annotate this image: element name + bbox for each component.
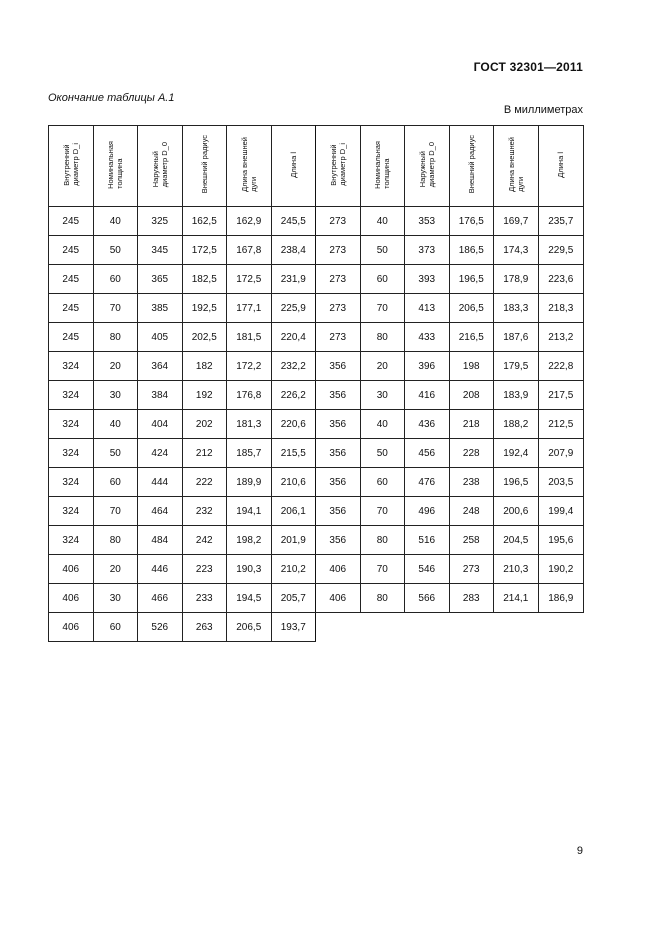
table-row (49, 207, 584, 236)
table-row (49, 613, 584, 642)
table-cell: 364 (138, 352, 183, 381)
table-cell: 176,5 (449, 207, 494, 236)
table-cell: 201,9 (271, 526, 316, 555)
table-cell: 245 (49, 323, 94, 352)
table-cell: 80 (360, 323, 405, 352)
table-cell: 176,8 (227, 381, 272, 410)
column-header (449, 126, 494, 207)
table-cell: 229,5 (538, 236, 584, 265)
column-header (360, 126, 405, 207)
table-cell: 405 (138, 323, 183, 352)
table-cell: 496 (405, 497, 450, 526)
table-cell: 70 (93, 497, 138, 526)
table-cell: 356 (316, 526, 361, 555)
table-cell: 228 (449, 439, 494, 468)
table-cell: 283 (449, 584, 494, 613)
table-cell: 273 (316, 207, 361, 236)
table-cell: 231,9 (271, 265, 316, 294)
table-cell (316, 613, 361, 642)
column-header-label: Длина внешней дуги (239, 137, 258, 192)
table-cell: 30 (360, 381, 405, 410)
table-cell: 50 (360, 236, 405, 265)
table-cell: 205,7 (271, 584, 316, 613)
table-cell: 30 (93, 381, 138, 410)
table-cell: 192,5 (182, 294, 227, 323)
table-cell: 210,3 (494, 555, 539, 584)
table-cell: 186,9 (538, 584, 584, 613)
table-cell: 203,5 (538, 468, 584, 497)
table-row (49, 236, 584, 265)
table-cell: 324 (49, 526, 94, 555)
table-cell: 238 (449, 468, 494, 497)
table-cell: 356 (316, 439, 361, 468)
table-cell: 393 (405, 265, 450, 294)
table-cell: 324 (49, 468, 94, 497)
table-row (49, 439, 584, 468)
document-code: ГОСТ 32301—2011 (473, 60, 583, 74)
table-cell: 248 (449, 497, 494, 526)
table-cell: 233 (182, 584, 227, 613)
table-cell: 356 (316, 352, 361, 381)
table-cell: 436 (405, 410, 450, 439)
table-body (49, 207, 584, 642)
table-row (49, 410, 584, 439)
table-cell: 213,2 (538, 323, 584, 352)
table-cell: 181,5 (227, 323, 272, 352)
table-cell: 198 (449, 352, 494, 381)
table-cell: 416 (405, 381, 450, 410)
table-cell: 207,9 (538, 439, 584, 468)
table-cell: 206,5 (449, 294, 494, 323)
table-cell: 466 (138, 584, 183, 613)
table-cell: 245,5 (271, 207, 316, 236)
table-row (49, 323, 584, 352)
table-cell: 60 (360, 265, 405, 294)
table-cell: 215,5 (271, 439, 316, 468)
table-header-row (49, 126, 584, 207)
table-cell: 50 (93, 439, 138, 468)
table-cell: 192 (182, 381, 227, 410)
table-cell: 232,2 (271, 352, 316, 381)
table-cell: 258 (449, 526, 494, 555)
table-row (49, 352, 584, 381)
table-cell: 40 (93, 410, 138, 439)
table-cell: 20 (360, 352, 405, 381)
table-cell: 183,9 (494, 381, 539, 410)
table-cell: 167,8 (227, 236, 272, 265)
column-header-label: Номинальная толщина (106, 140, 125, 189)
column-header-label: Внешний радиус (199, 135, 209, 194)
column-header-label: Наружный диаметр D_0 (150, 141, 169, 188)
table-cell: 484 (138, 526, 183, 555)
table-row (49, 555, 584, 584)
table-cell: 223 (182, 555, 227, 584)
table-cell: 526 (138, 613, 183, 642)
column-header (182, 126, 227, 207)
table-cell: 216,5 (449, 323, 494, 352)
table-cell: 273 (316, 294, 361, 323)
column-header-label: Длина l (288, 151, 298, 178)
table-cell: 245 (49, 207, 94, 236)
table-cell: 192,4 (494, 439, 539, 468)
table-cell: 183,3 (494, 294, 539, 323)
table-cell: 70 (360, 555, 405, 584)
column-header-label: Длина l (556, 151, 566, 178)
table-cell: 208 (449, 381, 494, 410)
table-cell: 187,6 (494, 323, 539, 352)
table-cell: 225,9 (271, 294, 316, 323)
table-cell: 210,2 (271, 555, 316, 584)
table-cell: 446 (138, 555, 183, 584)
column-header (49, 126, 94, 207)
data-table (48, 125, 584, 642)
table-cell: 356 (316, 410, 361, 439)
table-cell: 40 (360, 207, 405, 236)
table-cell: 433 (405, 323, 450, 352)
table-cell: 222 (182, 468, 227, 497)
table-cell: 214,1 (494, 584, 539, 613)
table-cell (538, 613, 584, 642)
table-cell: 406 (49, 584, 94, 613)
table-cell (449, 613, 494, 642)
table-cell: 80 (93, 323, 138, 352)
table-cell: 199,4 (538, 497, 584, 526)
column-header-label: Внешний радиус (466, 135, 476, 194)
column-header (405, 126, 450, 207)
table-cell: 413 (405, 294, 450, 323)
table-cell: 202,5 (182, 323, 227, 352)
table-cell: 20 (93, 555, 138, 584)
table-cell: 60 (93, 265, 138, 294)
table-cell: 80 (360, 526, 405, 555)
table-cell: 194,5 (227, 584, 272, 613)
table-cell: 172,5 (227, 265, 272, 294)
table-cell: 242 (182, 526, 227, 555)
table-cell: 406 (316, 555, 361, 584)
column-header (316, 126, 361, 207)
table-cell: 273 (316, 236, 361, 265)
table-cell: 200,6 (494, 497, 539, 526)
table-cell: 385 (138, 294, 183, 323)
table-cell: 424 (138, 439, 183, 468)
page-number: 9 (576, 845, 583, 857)
table-cell: 212 (182, 439, 227, 468)
column-header-label: Длина внешней дуги (506, 137, 525, 192)
table-cell: 345 (138, 236, 183, 265)
table-cell: 456 (405, 439, 450, 468)
table-cell: 273 (316, 323, 361, 352)
table-cell: 546 (405, 555, 450, 584)
table-cell: 206,5 (227, 613, 272, 642)
table-cell: 50 (93, 236, 138, 265)
table-cell: 204,5 (494, 526, 539, 555)
table-cell: 80 (360, 584, 405, 613)
table-cell: 174,3 (494, 236, 539, 265)
table-cell: 476 (405, 468, 450, 497)
table-cell: 40 (360, 410, 405, 439)
column-header (93, 126, 138, 207)
table-cell: 190,3 (227, 555, 272, 584)
table-cell: 218,3 (538, 294, 584, 323)
table-cell: 356 (316, 381, 361, 410)
table-cell: 186,5 (449, 236, 494, 265)
table-cell: 325 (138, 207, 183, 236)
table-cell: 365 (138, 265, 183, 294)
table-cell (405, 613, 450, 642)
table-cell: 182,5 (182, 265, 227, 294)
table-cell: 169,7 (494, 207, 539, 236)
table-cell: 210,6 (271, 468, 316, 497)
table-cell: 162,5 (182, 207, 227, 236)
table-cell: 182 (182, 352, 227, 381)
table-cell: 273 (316, 265, 361, 294)
table-cell: 217,5 (538, 381, 584, 410)
table-cell: 172,5 (182, 236, 227, 265)
table-cell: 190,2 (538, 555, 584, 584)
table-cell: 70 (360, 497, 405, 526)
table-cell: 464 (138, 497, 183, 526)
table-cell: 245 (49, 265, 94, 294)
table-cell: 238,4 (271, 236, 316, 265)
table-cell: 353 (405, 207, 450, 236)
table-cell: 384 (138, 381, 183, 410)
column-header (227, 126, 272, 207)
table-cell: 185,7 (227, 439, 272, 468)
table-cell: 356 (316, 497, 361, 526)
table-cell: 235,7 (538, 207, 584, 236)
table-cell: 263 (182, 613, 227, 642)
table-cell: 20 (93, 352, 138, 381)
table-cell: 50 (360, 439, 405, 468)
table-cell: 162,9 (227, 207, 272, 236)
table-cell: 195,6 (538, 526, 584, 555)
table-cell: 218 (449, 410, 494, 439)
table-row (49, 294, 584, 323)
column-header (538, 126, 584, 207)
table-cell: 406 (49, 613, 94, 642)
table-cell: 177,1 (227, 294, 272, 323)
table-cell: 566 (405, 584, 450, 613)
table-cell: 220,4 (271, 323, 316, 352)
column-header (138, 126, 183, 207)
table-cell: 181,3 (227, 410, 272, 439)
table-cell: 60 (93, 613, 138, 642)
table-cell: 70 (360, 294, 405, 323)
table-cell: 194,1 (227, 497, 272, 526)
column-header-label: Внутренний диаметр D_i (328, 143, 347, 186)
table-cell: 516 (405, 526, 450, 555)
table-cell: 324 (49, 410, 94, 439)
table-cell: 198,2 (227, 526, 272, 555)
column-header-label: Наружный диаметр D_0 (417, 141, 436, 188)
table-caption: Окончание таблицы А.1 (48, 92, 175, 104)
table-cell: 60 (93, 468, 138, 497)
table-cell: 245 (49, 236, 94, 265)
table-cell: 373 (405, 236, 450, 265)
table-cell: 202 (182, 410, 227, 439)
table-cell: 212,5 (538, 410, 584, 439)
table-cell: 232 (182, 497, 227, 526)
table-cell: 179,5 (494, 352, 539, 381)
table-cell: 70 (93, 294, 138, 323)
table-cell: 196,5 (449, 265, 494, 294)
column-header (494, 126, 539, 207)
table-cell: 172,2 (227, 352, 272, 381)
table-row (49, 497, 584, 526)
table-cell: 206,1 (271, 497, 316, 526)
table-cell: 396 (405, 352, 450, 381)
table-cell: 444 (138, 468, 183, 497)
table-cell: 60 (360, 468, 405, 497)
table-cell: 30 (93, 584, 138, 613)
table-cell: 324 (49, 439, 94, 468)
table-row (49, 468, 584, 497)
table-cell (360, 613, 405, 642)
table-row (49, 584, 584, 613)
table-cell (494, 613, 539, 642)
table-cell: 193,7 (271, 613, 316, 642)
table-cell: 273 (449, 555, 494, 584)
table-cell: 40 (93, 207, 138, 236)
table-cell: 196,5 (494, 468, 539, 497)
table-cell: 80 (93, 526, 138, 555)
table-cell: 356 (316, 468, 361, 497)
table-cell: 245 (49, 294, 94, 323)
column-header-label: Внутренний диаметр D_i (61, 143, 80, 186)
table-cell: 223,6 (538, 265, 584, 294)
table-cell: 189,9 (227, 468, 272, 497)
table-row (49, 381, 584, 410)
table-cell: 226,2 (271, 381, 316, 410)
table-cell: 178,9 (494, 265, 539, 294)
table-cell: 404 (138, 410, 183, 439)
column-header-label: Номинальная толщина (373, 140, 392, 189)
table-row (49, 526, 584, 555)
table-cell: 406 (316, 584, 361, 613)
table-cell: 324 (49, 497, 94, 526)
table-cell: 324 (49, 352, 94, 381)
table-cell: 406 (49, 555, 94, 584)
table-cell: 188,2 (494, 410, 539, 439)
table-cell: 220,6 (271, 410, 316, 439)
table-row (49, 265, 584, 294)
table-cell: 222,8 (538, 352, 584, 381)
table-cell: 324 (49, 381, 94, 410)
units-label: В миллиметрах (503, 104, 583, 116)
column-header (271, 126, 316, 207)
